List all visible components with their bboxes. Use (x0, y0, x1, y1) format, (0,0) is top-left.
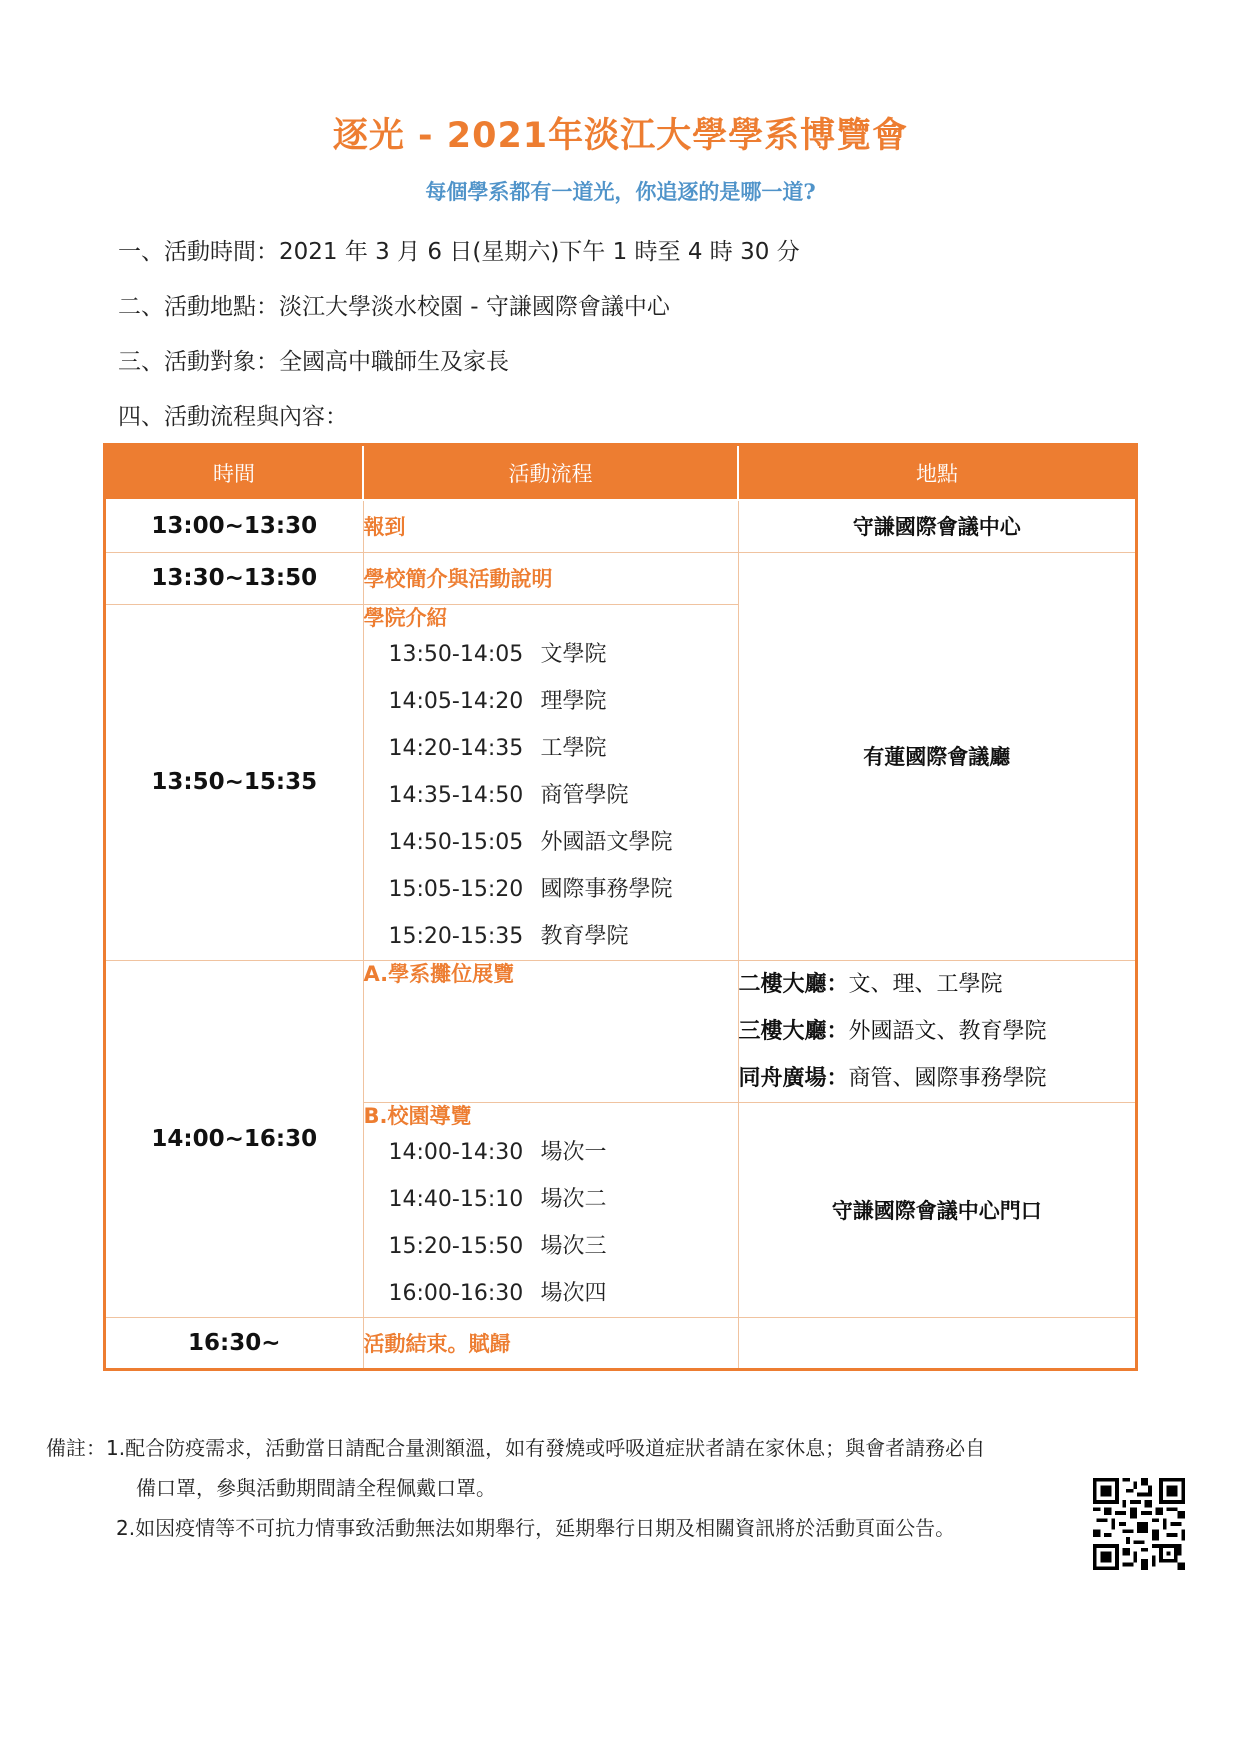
info-time: 一、活動時間：2021 年 3 月 6 日(星期六)下午 1 時至 4 時 30 分 (118, 239, 800, 265)
header-location: 地點 (738, 445, 1137, 501)
row-activity: A.學系攤位展覽 (363, 961, 515, 986)
row-activity: 活動結束。賦歸 (363, 1317, 738, 1369)
table-row (105, 500, 1137, 552)
row-location: 守謙國際會議中心門口 (738, 1102, 1137, 1317)
note-1: 備註：1.配合防疫需求，活動當日請配合量測額溫，如有發燒或呼吸道症狀者請在家休息；與會者請務必自 (46, 1436, 986, 1460)
row-time: 14:00~16:30 (105, 960, 364, 1317)
page-subtitle: 每個學系都有一道光，你追逐的是哪一道? (425, 179, 816, 204)
table-row (105, 960, 1137, 1102)
info-schedule-heading: 四、活動流程與內容： (118, 404, 348, 430)
row-location: 有蓮國際會議廳 (738, 552, 1137, 960)
list-item: 15:05-15:20 國際事務學院 (388, 876, 673, 902)
row-activity: 學院介紹 (363, 605, 448, 630)
row-time: 13:30~13:50 (105, 552, 364, 604)
booth-locations-cell (738, 960, 1137, 1102)
college-intro-cell (363, 604, 738, 960)
row-time: 13:00~13:30 (105, 500, 364, 552)
qr-code-icon[interactable] (1093, 1478, 1185, 1570)
list-item: 同舟廣場：商管、國際事務學院 (738, 1065, 1047, 1091)
booth-exhibit-cell (363, 960, 738, 1102)
header-activity: 活動流程 (363, 445, 738, 501)
list-item: 二樓大廳：文、理、工學院 (738, 971, 1003, 997)
list-item: 三樓大廳：外國語文、教育學院 (738, 1018, 1047, 1044)
list-item: 14:20-14:35 工學院 (388, 735, 607, 761)
header-time: 時間 (105, 445, 364, 501)
note-2: 2.如因疫情等不可抗力情事致活動無法如期舉行，延期舉行日期及相關資訊將於活動頁面公告。 (116, 1516, 956, 1540)
info-location: 二、活動地點：淡江大學淡水校園 - 守謙國際會議中心 (118, 294, 670, 320)
info-audience: 三、活動對象：全國高中職師生及家長 (118, 349, 509, 375)
campus-tour-cell (363, 1102, 738, 1317)
list-item: 14:05-14:20 理學院 (388, 688, 607, 714)
list-item: 13:50-14:05 文學院 (388, 641, 607, 667)
schedule-table (103, 443, 1138, 1371)
table-header-row (105, 445, 1137, 501)
row-location (738, 1317, 1137, 1369)
row-location: 守謙國際會議中心 (738, 500, 1137, 552)
row-activity: 學校簡介與活動說明 (363, 552, 738, 604)
page-title: 逐光 - 2021年淡江大學學系博覽會 (332, 116, 909, 156)
note-1-continued: 備口罩，參與活動期間請全程佩戴口罩。 (136, 1476, 496, 1500)
list-item: 16:00-16:30 場次四 (388, 1280, 607, 1306)
row-time: 16:30~ (105, 1317, 364, 1369)
list-item: 15:20-15:35 教育學院 (388, 923, 629, 949)
row-time: 13:50~15:35 (105, 604, 364, 960)
list-item: 14:35-14:50 商管學院 (388, 782, 629, 808)
row-activity: B.校園導覽 (363, 1103, 472, 1128)
list-item: 14:50-15:05 外國語文學院 (388, 829, 673, 855)
list-item: 14:40-15:10 場次二 (388, 1186, 607, 1212)
table-row (105, 1317, 1137, 1369)
row-activity: 報到 (363, 500, 738, 552)
table-row (105, 552, 1137, 604)
notes (46, 1428, 985, 1548)
list-item: 15:20-15:50 場次三 (388, 1233, 607, 1259)
list-item: 14:00-14:30 場次一 (388, 1139, 607, 1165)
